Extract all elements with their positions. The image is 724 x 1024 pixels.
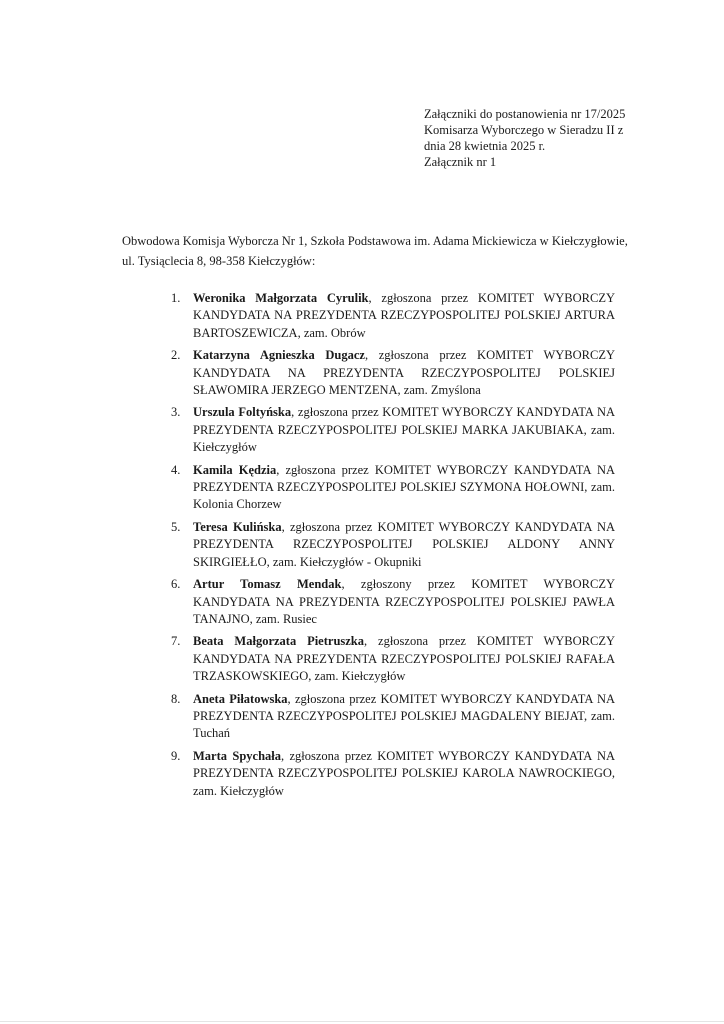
member-list bbox=[165, 290, 615, 805]
member-details: , zgłoszony przez KOMITET WYBORCZY KANDYDATA NA PREZYDENTA RZECZYPOSPOLITEJ POLSKIEJ PAWŁA TANAJNO, zam. Rusiec bbox=[193, 577, 615, 626]
list-item-number: 2. bbox=[171, 348, 181, 363]
attachment-header-line: Komisarza Wyborczego w Sieradzu II z bbox=[424, 123, 624, 137]
member-details: , zgłoszona przez KOMITET WYBORCZY KANDYDATA NA PREZYDENTA RZECZYPOSPOLITEJ POLSKIEJ ARTURA BARTOSZEWICZA, zam. Obrów bbox=[193, 291, 615, 340]
member-details: , zgłoszona przez KOMITET WYBORCZY KANDYDATA NA PREZYDENTA RZECZYPOSPOLITEJ POLSKIEJ MAGDALENY BIEJAT, zam. Tuchań bbox=[193, 691, 615, 741]
list-item bbox=[165, 576, 615, 628]
list-item-number: 6. bbox=[171, 577, 181, 592]
list-item-number: 3. bbox=[171, 405, 181, 420]
list-item bbox=[165, 633, 615, 685]
list-item bbox=[165, 691, 615, 743]
list-item-number: 4. bbox=[171, 462, 181, 477]
list-item bbox=[165, 347, 615, 399]
member-name: Teresa Kulińska bbox=[193, 519, 282, 534]
member-details: , zgłoszona przez KOMITET WYBORCZY KANDYDATA NA PREZYDENTA RZECZYPOSPOLITEJ POLSKIEJ MARKA JAKUBIAKA, zam. Kiełczygłów bbox=[193, 405, 615, 455]
member-details: , zgłoszona przez KOMITET WYBORCZY KANDYDATA NA PREZYDENTA RZECZYPOSPOLITEJ POLSKIEJ ALDONY ANNY SKIRGIEŁŁO, zam. Kiełczygłów - Okupniki bbox=[193, 519, 615, 569]
list-item-number: 5. bbox=[171, 519, 181, 534]
list-item bbox=[165, 748, 615, 800]
member-details: , zgłoszona przez KOMITET WYBORCZY KANDYDATA NA PREZYDENTA RZECZYPOSPOLITEJ POLSKIEJ KAROLA NAWROCKIEGO, zam. Kiełczygłów bbox=[193, 748, 615, 798]
attachment-number: Załącznik nr 1 bbox=[424, 155, 497, 169]
commission-description bbox=[122, 231, 642, 271]
list-item-number: 9. bbox=[171, 748, 181, 763]
member-name: Beata Małgorzata Pietruszka bbox=[193, 634, 365, 649]
member-name: Kamila Kędzia bbox=[193, 462, 277, 477]
attachment-header bbox=[424, 106, 664, 170]
scan-edge-divider bbox=[0, 1021, 724, 1022]
attachment-header-line: Załączniki do postanowienia nr 17/2025 bbox=[424, 107, 626, 121]
member-name: Aneta Piłatowska bbox=[193, 691, 288, 706]
member-details: , zgłoszona przez KOMITET WYBORCZY KANDYDATA NA PREZYDENTA RZECZYPOSPOLITEJ POLSKIEJ SZYMONA HOŁOWNI, zam. Kolonia Chorzew bbox=[193, 462, 616, 512]
member-details: , zgłoszona przez KOMITET WYBORCZY KANDYDATA NA PREZYDENTA RZECZYPOSPOLITEJ POLSKIEJ RAFAŁA TRZASKOWSKIEGO, zam. Kiełczygłów bbox=[193, 634, 615, 684]
list-item-number: 7. bbox=[171, 634, 181, 649]
member-name: Weronika Małgorzata Cyrulik bbox=[193, 291, 369, 305]
list-item bbox=[165, 519, 615, 571]
member-name: Artur Tomasz Mendak bbox=[193, 577, 342, 592]
member-details: , zgłoszona przez KOMITET WYBORCZY KANDYDATA NA PREZYDENTA RZECZYPOSPOLITEJ POLSKIEJ SŁAWOMIRA JERZEGO MENTZENA, zam. Zmyślona bbox=[193, 348, 615, 398]
member-name: Urszula Foltyńska bbox=[193, 405, 292, 420]
commission-address: ul. Tysiąclecia 8, 98-358 Kiełczygłów: bbox=[122, 254, 316, 268]
list-item-number: 1. bbox=[171, 291, 181, 305]
list-item bbox=[165, 404, 615, 456]
attachment-header-line: dnia 28 kwietnia 2025 r. bbox=[424, 139, 546, 153]
member-name: Katarzyna Agnieszka Dugacz bbox=[193, 348, 365, 363]
list-item-number: 8. bbox=[171, 691, 181, 706]
member-name: Marta Spychała bbox=[193, 748, 281, 763]
list-item bbox=[165, 462, 615, 514]
commission-name: Obwodowa Komisja Wyborcza Nr 1, Szkoła Podstawowa im. Adama Mickiewicza w Kiełczygłowie, bbox=[122, 234, 628, 248]
list-item bbox=[165, 290, 615, 342]
